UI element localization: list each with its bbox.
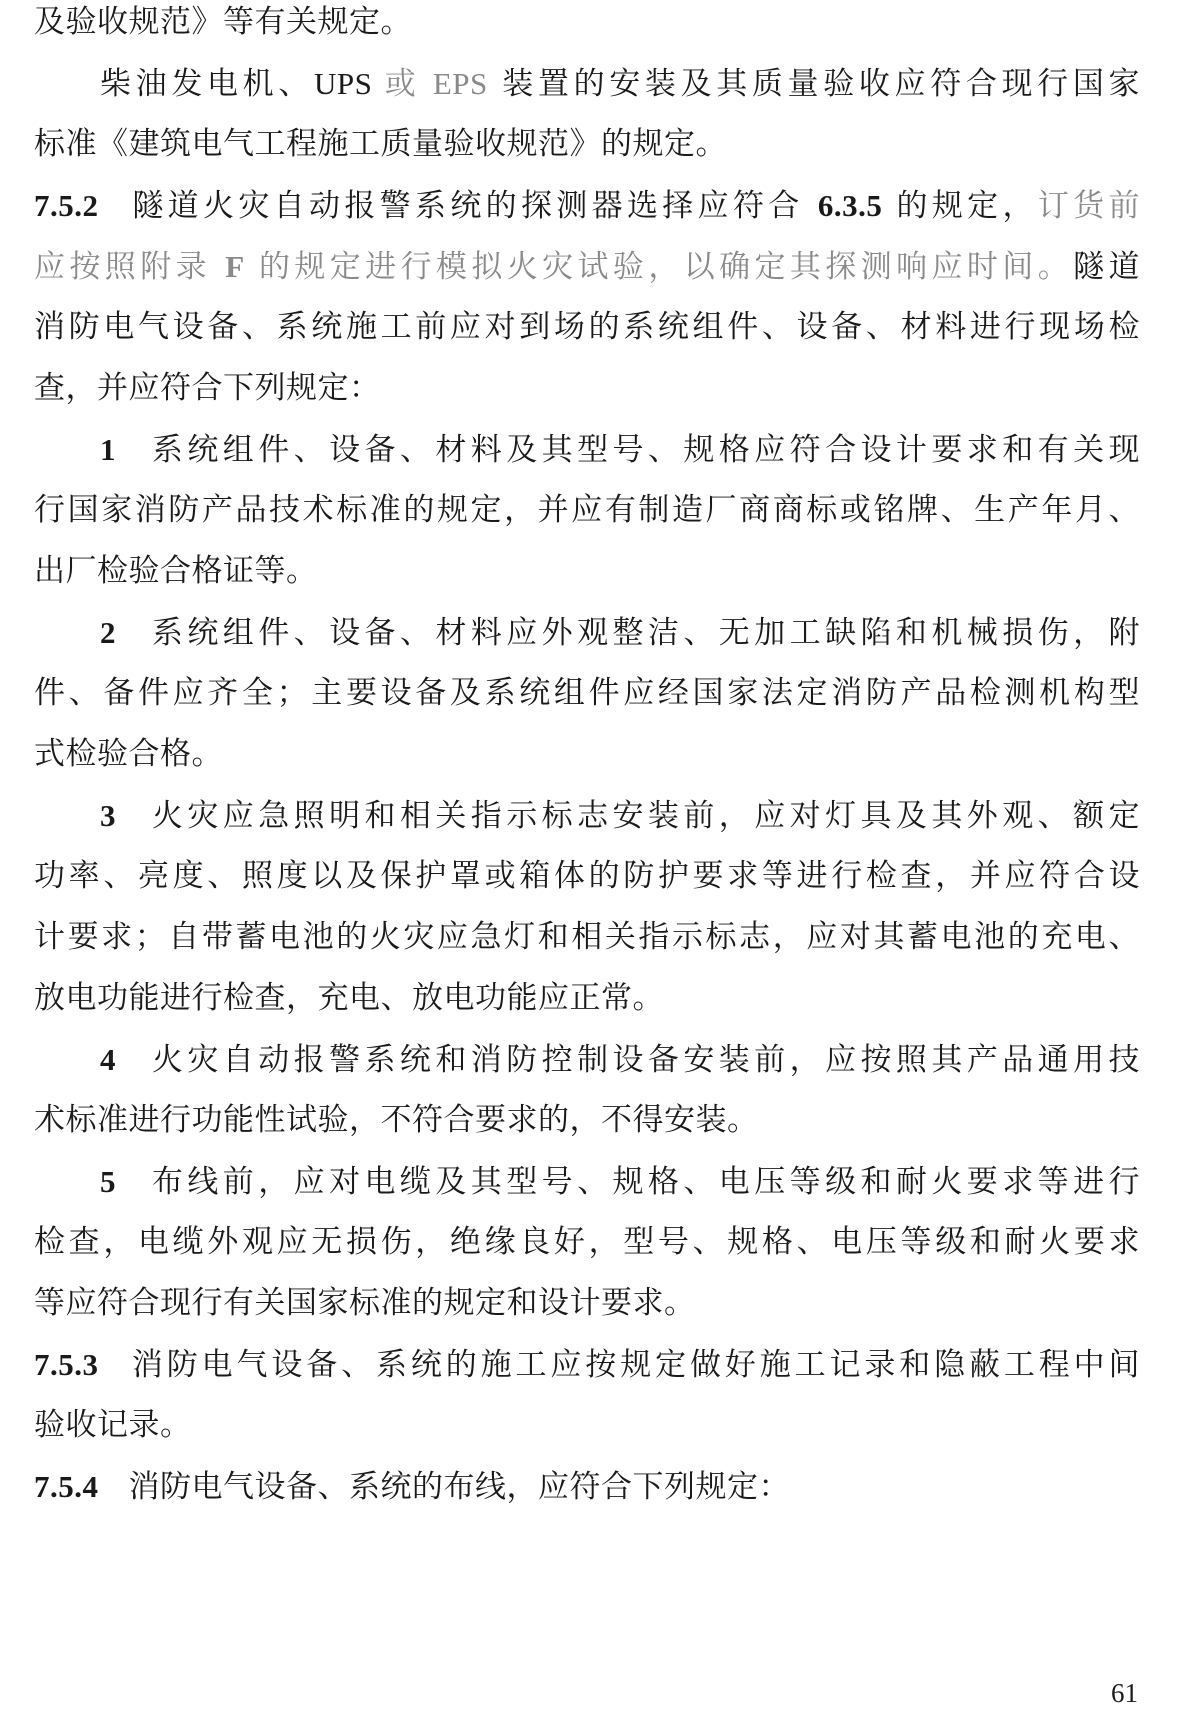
paragraph-text: 行国家消防产品技术标准的规定，并应有制造厂商商标或铭牌、生产年月、 bbox=[34, 492, 1140, 528]
paragraph-text: 火灾应急照明和相关指示标志安装前，应对灯具及其外观、额定 bbox=[148, 798, 1140, 834]
text-line bbox=[34, 358, 1140, 419]
list-item-4 bbox=[34, 1029, 1140, 1090]
item-number: 3 bbox=[100, 798, 116, 833]
clause-7-5-4 bbox=[34, 1456, 1140, 1517]
text-line bbox=[34, 236, 1140, 297]
page-number: 61 bbox=[1111, 1678, 1138, 1708]
highlighted-text: 应按照附录 bbox=[34, 249, 226, 285]
list-item-2 bbox=[34, 602, 1140, 663]
text-line bbox=[34, 663, 1140, 724]
clause-number: 7.5.3 bbox=[34, 1347, 99, 1382]
paragraph-text: 布线前，应对电缆及其型号、规格、电压等级和耐火要求等进行 bbox=[148, 1164, 1140, 1200]
paragraph-text: 式检验合格。 bbox=[34, 736, 223, 772]
paragraph-text: 的规定， bbox=[882, 188, 1038, 224]
paragraph-text: 消防电气设备、系统施工前应对到场的系统组件、设备、材料进行现场检 bbox=[34, 309, 1140, 345]
highlighted-text: 或 EPS bbox=[384, 66, 488, 101]
paragraph-text: 验收记录。 bbox=[34, 1407, 192, 1443]
text-line bbox=[34, 968, 1140, 1029]
text-line bbox=[34, 1273, 1140, 1334]
text-line bbox=[34, 0, 1140, 53]
paragraph-text: 标准《建筑电气工程施工质量验收规范》的规定。 bbox=[34, 126, 727, 162]
paragraph-text: 计要求；自带蓄电池的火灾应急灯和相关指示标志，应对其蓄电池的充电、 bbox=[34, 919, 1140, 955]
text-line bbox=[34, 1212, 1140, 1273]
text-line bbox=[34, 846, 1140, 907]
paragraph-text: 火灾自动报警系统和消防控制设备安装前，应按照其产品通用技 bbox=[148, 1042, 1140, 1078]
paragraph-text: 系统组件、设备、材料应外观整洁、无加工缺陷和机械损伤，附 bbox=[148, 615, 1140, 651]
paragraph-text: 等应符合现行有关国家标准的规定和设计要求。 bbox=[34, 1285, 696, 1321]
item-number: 4 bbox=[100, 1042, 116, 1077]
paragraph-generator-ups bbox=[34, 53, 1140, 114]
paragraph-text: 查，并应符合下列规定： bbox=[34, 370, 381, 406]
appendix-letter: F bbox=[225, 249, 245, 284]
paragraph-text: 及验收规范》等有关规定。 bbox=[34, 4, 412, 40]
clause-7-5-3 bbox=[34, 1334, 1140, 1395]
item-number: 5 bbox=[100, 1164, 116, 1199]
paragraph-text: 隧道 bbox=[1073, 249, 1140, 285]
paragraph-text: 功率、亮度、照度以及保护罩或箱体的防护要求等进行检查，并应符合设 bbox=[34, 858, 1140, 894]
list-item-5 bbox=[34, 1151, 1140, 1212]
list-item-3 bbox=[34, 785, 1140, 846]
text-line bbox=[34, 297, 1140, 358]
text-line bbox=[34, 724, 1140, 785]
text-line bbox=[34, 1090, 1140, 1151]
item-number: 2 bbox=[100, 615, 116, 650]
paragraph-text: 放电功能进行检查，充电、放电功能应正常。 bbox=[34, 980, 664, 1016]
paragraph-text: 检查，电缆外观应无损伤，绝缘良好，型号、规格、电压等级和耐火要求 bbox=[34, 1224, 1140, 1260]
paragraph-text: 消防电气设备、系统的施工应按规定做好施工记录和隐蔽工程中间 bbox=[128, 1347, 1140, 1383]
text-line bbox=[34, 480, 1140, 541]
paragraph-text: 系统组件、设备、材料及其型号、规格应符合设计要求和有关现 bbox=[148, 432, 1140, 468]
list-item-1 bbox=[34, 419, 1140, 480]
highlighted-text: 的规定进行模拟火灾试验，以确定其探测响应时间。 bbox=[244, 249, 1074, 285]
text-line bbox=[34, 541, 1140, 602]
text-line bbox=[34, 1395, 1140, 1456]
clause-number: 7.5.2 bbox=[34, 188, 99, 223]
reference-number: 6.3.5 bbox=[817, 188, 883, 223]
paragraph-text: 柴油发电机、UPS bbox=[100, 66, 385, 101]
clause-number: 7.5.4 bbox=[34, 1469, 99, 1504]
paragraph-text: 术标准进行功能性试验，不符合要求的，不得安装。 bbox=[34, 1102, 759, 1138]
text-line bbox=[34, 907, 1140, 968]
clause-7-5-2 bbox=[34, 175, 1140, 236]
paragraph-text: 装置的安装及其质量验收应符合现行国家 bbox=[487, 66, 1140, 102]
paragraph-text: 消防电气设备、系统的布线，应符合下列规定： bbox=[128, 1469, 790, 1505]
highlighted-text: 订货前 bbox=[1037, 188, 1140, 224]
paragraph-text: 件、备件应齐全；主要设备及系统组件应经国家法定消防产品检测机构型 bbox=[34, 675, 1140, 711]
document-page bbox=[34, 0, 1140, 1517]
paragraph-text: 隧道火灾自动报警系统的探测器选择应符合 bbox=[128, 188, 818, 224]
text-line bbox=[34, 114, 1140, 175]
paragraph-text: 出厂检验合格证等。 bbox=[34, 553, 318, 589]
item-number: 1 bbox=[100, 432, 116, 467]
